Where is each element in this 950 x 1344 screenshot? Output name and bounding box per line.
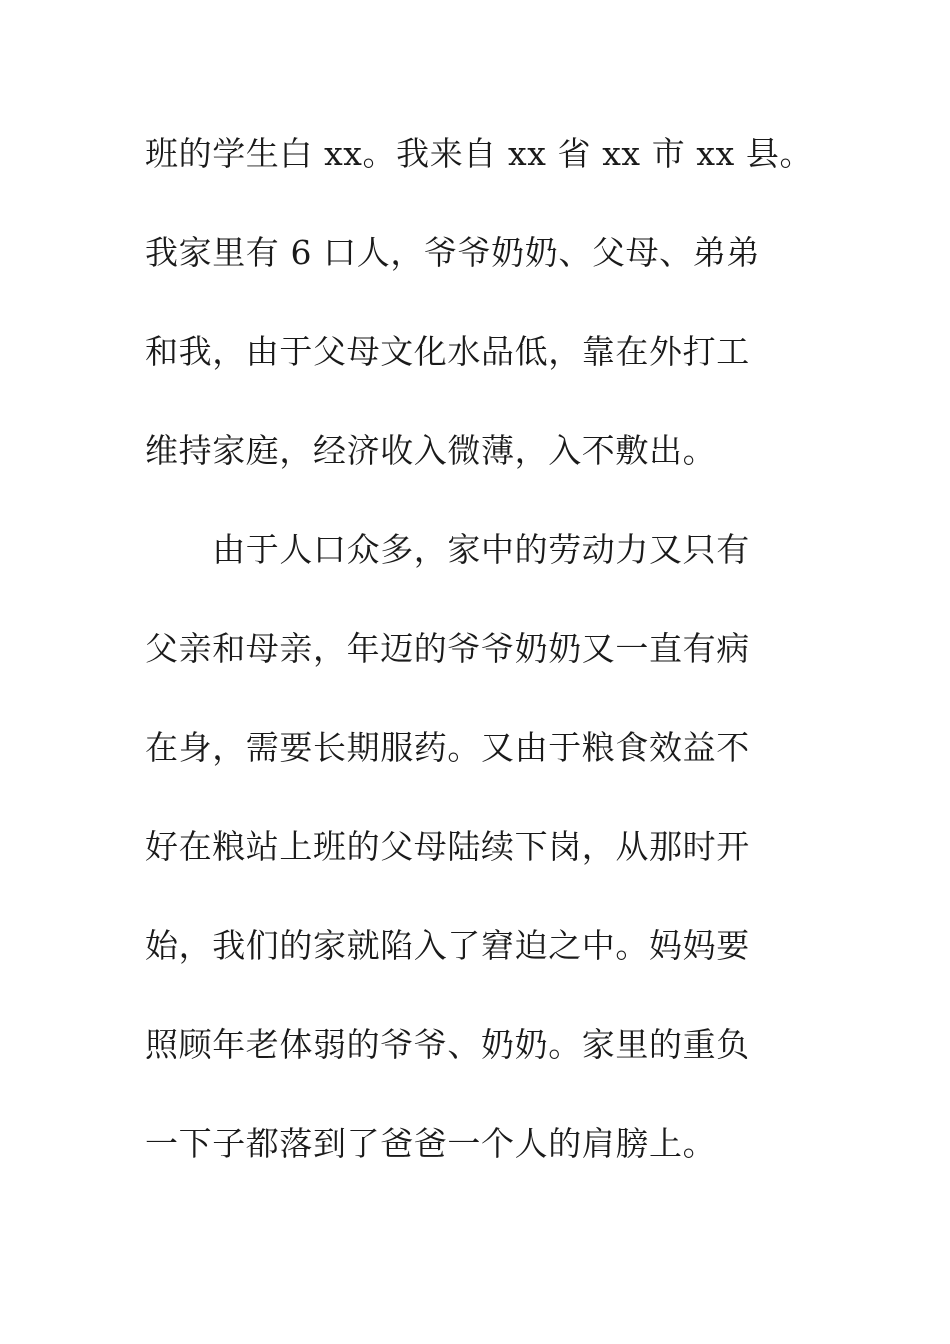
body-text: [145, 122, 814, 1211]
text-line: 维持家庭，经济收入微薄，入不敷出。: [145, 431, 717, 470]
text-line: 父亲和母亲，年迈的爷爷奶奶又一直有病: [145, 629, 750, 668]
paragraph: [145, 518, 785, 1211]
text-line: 和我，由于父母文化水品低，靠在外打工: [145, 332, 750, 371]
text-line: 我家里有 6 口人，爷爷奶奶、父母、弟弟: [145, 233, 760, 272]
paragraph: [145, 122, 814, 518]
text-line: 照顾年老体弱的爷爷、奶奶。家里的重负: [145, 1025, 750, 1064]
text-line: 由于人口众多，家中的劳动力又只有: [145, 530, 750, 569]
text-line: 好在粮站上班的父母陆续下岗，从那时开: [145, 827, 750, 866]
text-line: 始，我们的家就陷入了窘迫之中。妈妈要: [145, 926, 750, 965]
text-line: 在身，需要长期服药。又由于粮食效益不: [145, 728, 750, 767]
text-line: 班的学生白 xx。我来自 xx 省 xx 市 xx 县。: [145, 134, 814, 173]
text-line: 一下子都落到了爸爸一个人的肩膀上。: [145, 1124, 717, 1163]
